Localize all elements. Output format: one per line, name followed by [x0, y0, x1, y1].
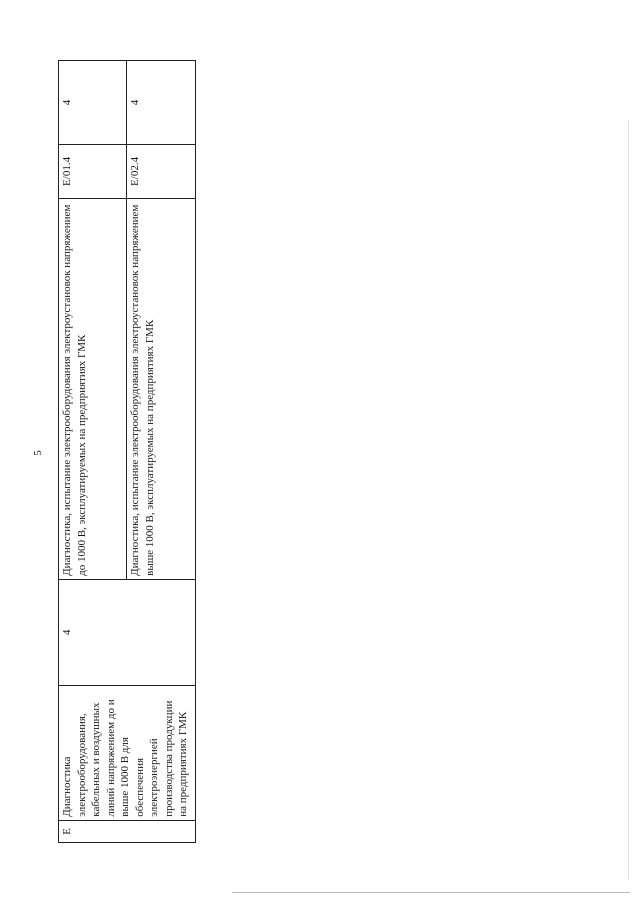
function-code-cell: E/01.4 — [59, 144, 127, 198]
function-code-cell: E/02.4 — [127, 144, 196, 198]
qualification-level-cell: 4 — [59, 579, 196, 685]
scan-edge-line — [232, 892, 630, 893]
group-name-cell: Диагностика электрооборудования, кабельных и воздушных линий напряжением до и выше 1000 В для обеспечения электроэнергией производства продукции на предприятиях ГМК — [59, 685, 196, 820]
table-row — [59, 61, 127, 843]
labor-functions-table — [58, 60, 196, 843]
function-level-cell: 4 — [59, 61, 127, 145]
function-level-cell: 4 — [127, 61, 196, 145]
page-number: 5 — [32, 450, 44, 456]
function-name-cell: Диагностика, испытание электрооборудования электроустановок напряжением до 1000 В, эксплуатируемых на предприятиях ГМК — [59, 198, 127, 579]
function-name-cell: Диагностика, испытание электрооборудования электроустановок напряжением выше 1000 В, эксплуатируемых на предприятиях ГМК — [127, 198, 196, 579]
rotated-table-container — [58, 60, 196, 843]
scan-edge-line — [628, 120, 629, 880]
group-code-cell: E — [59, 820, 196, 842]
